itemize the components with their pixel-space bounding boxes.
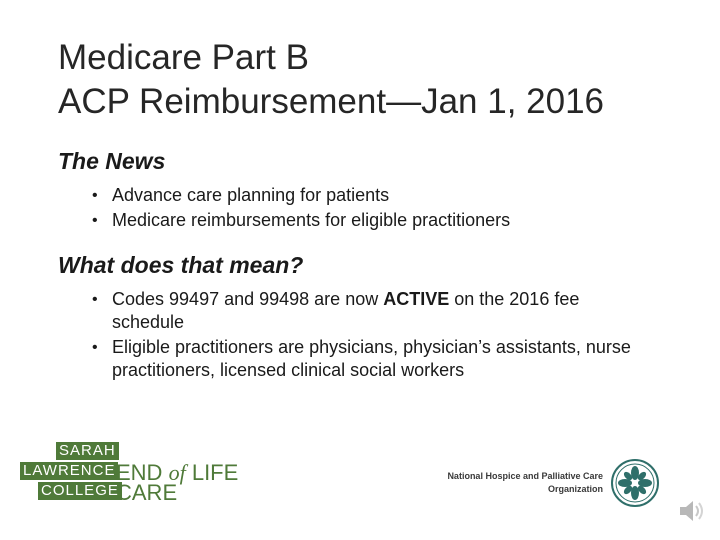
end-word: END <box>116 460 163 485</box>
list-item <box>90 288 650 334</box>
speaker-icon[interactable] <box>676 496 706 526</box>
list-item <box>90 209 650 232</box>
title-line-2: ACP Reimbursement—Jan 1, 2016 <box>58 82 605 121</box>
list-item <box>90 336 650 382</box>
bullet-text-before: Codes 99497 and 99498 are now <box>112 289 384 309</box>
bullet-dot: • <box>92 339 98 356</box>
bullet-text: Medicare reimbursements for eligible practitioners <box>112 210 511 230</box>
bullet-dot: • <box>92 187 98 204</box>
slc-logo-line-3: COLLEGE <box>38 482 122 500</box>
slc-logo-line-2: LAWRENCE <box>20 462 118 480</box>
nhpco-line-1: National Hospice and Palliative Care <box>447 471 603 481</box>
life-word: LIFE <box>191 460 239 485</box>
bullet-text: Eligible practitioners are physicians, physician’s assistants, nurse practitioners, licensed clinical social workers <box>112 337 631 380</box>
slide-title <box>58 36 698 124</box>
slc-end-of-life-logo <box>20 442 239 505</box>
news-bullet-list <box>90 184 650 234</box>
section-heading-news: The News <box>58 148 166 174</box>
list-item <box>90 184 650 207</box>
active-emphasis: ACTIVE <box>383 289 450 309</box>
nhpco-logo-text <box>428 470 603 496</box>
title-line-1: Medicare Part B <box>58 38 309 77</box>
nhpco-line-2: Organization <box>547 484 603 494</box>
bullet-dot: • <box>92 291 98 308</box>
bullet-text-after: on the 2016 fee schedule <box>112 289 580 332</box>
bullet-dot: • <box>92 212 98 229</box>
meaning-bullet-list <box>90 288 650 384</box>
of-word: of <box>168 460 186 485</box>
bullet-text: Advance care planning for patients <box>112 185 390 205</box>
slc-logo-line-1: SARAH <box>56 442 119 460</box>
section-heading-meaning: What does that mean? <box>58 252 304 278</box>
nhpco-emblem-icon <box>610 458 660 508</box>
care-word: CARE <box>116 480 178 505</box>
